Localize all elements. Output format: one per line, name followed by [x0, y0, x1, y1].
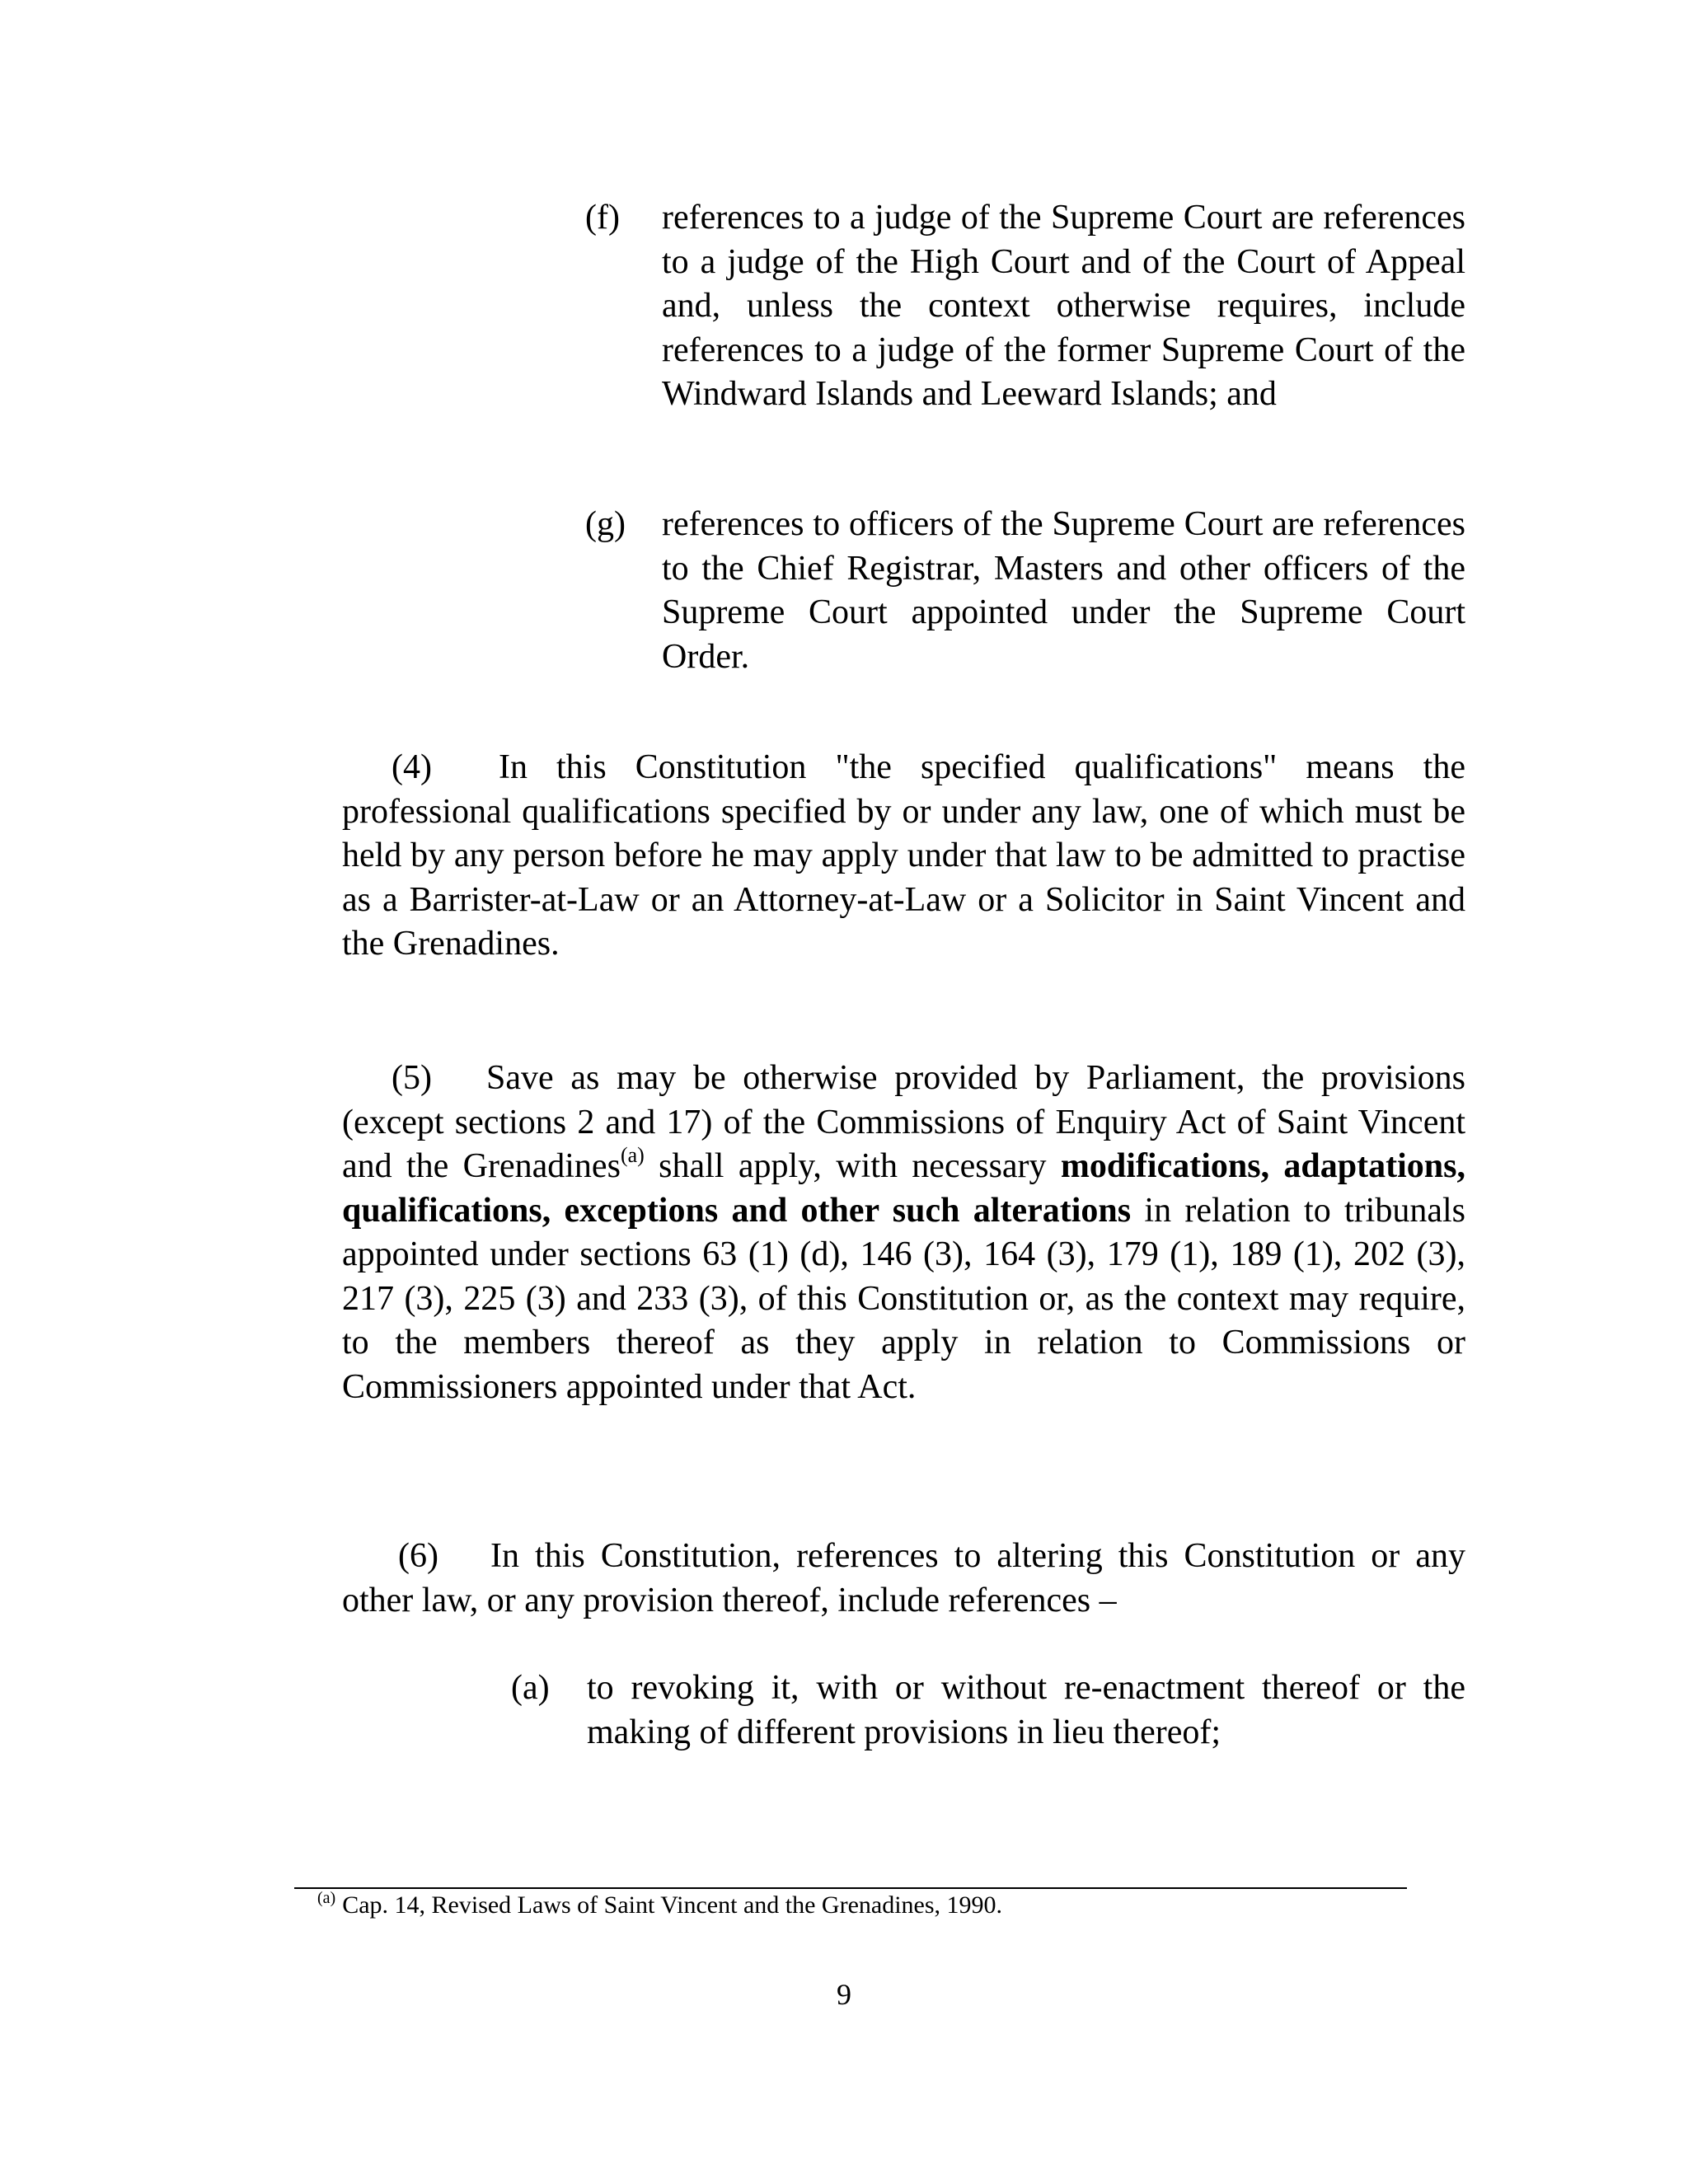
page-number: 9 [837, 1978, 851, 2011]
paragraph-4 [342, 746, 1465, 967]
paragraph-5-text-before: Save as may be otherwise provided by Parliament, the provisions (except sections 2 and 17) of the Commissions of Enquiry Act of Saint Vincent and the Grenadines [342, 1059, 1465, 1185]
item-a-label: (a) [511, 1669, 550, 1707]
paragraph-6-number: (6) [398, 1537, 438, 1575]
footnote-mark: (a) [317, 1889, 336, 1907]
item-g-text: references to officers of the Supreme Court are references to the Chief Registrar, Masters and other officers of the Supreme Court appointed under the Supreme Court Order. [662, 505, 1465, 676]
item-g-label: (g) [585, 505, 626, 543]
paragraph-5-number: (5) [392, 1059, 432, 1097]
paragraph-5 [342, 1057, 1465, 1409]
paragraph-5-bold-text: modifications, adaptations, qualifications, exceptions and other such alterations [342, 1147, 1465, 1230]
item-f-text: references to a judge of the Supreme Court are references to a judge of the High Court and of the Court of Appeal and, unless the context otherwise requires, include references to a judge of the former Supreme Court of the Windward Islands and Leeward Islands; and [662, 199, 1465, 413]
footnote-reference-mark: (a) [620, 1143, 645, 1167]
paragraph-6 [342, 1535, 1465, 1623]
paragraph-5-text-end: in relation to tribunals appointed under sections 63 (1) (d), 146 (3), 164 (3), 179 (1), 189 (1), 202 (3), 217 (3), 225 (3) and 233 (3), of this Constitution or, as the context may require, to the members thereof as they apply in relation to Commissions or Commissioners appointed under that Act. [342, 1191, 1466, 1406]
paragraph-6-text: In this Constitution, references to altering this Constitution or any other law, or any provision thereof, include references – [342, 1537, 1465, 1619]
paragraph-4-number: (4) [392, 748, 432, 786]
footnote-text: Cap. 14, Revised Laws of Saint Vincent and the Grenadines, 1990. [342, 1891, 1003, 1919]
item-f-label: (f) [585, 199, 620, 237]
footnote [317, 1889, 1002, 1922]
item-a-text: to revoking it, with or without re-enactment thereof or the making of different provisions in lieu thereof; [587, 1669, 1465, 1751]
paragraph-5-text-after: shall apply, with necessary [644, 1147, 1061, 1185]
paragraph-4-text: In this Constitution "the specified qualifications" means the professional qualifications specified by or under any law, one of which must be held by any person before he may apply under that law to be admitted to practise as a Barrister-at-Law or an Attorney-at-Law or a Solicitor in Saint Vincent and the Grenadines. [342, 748, 1465, 963]
